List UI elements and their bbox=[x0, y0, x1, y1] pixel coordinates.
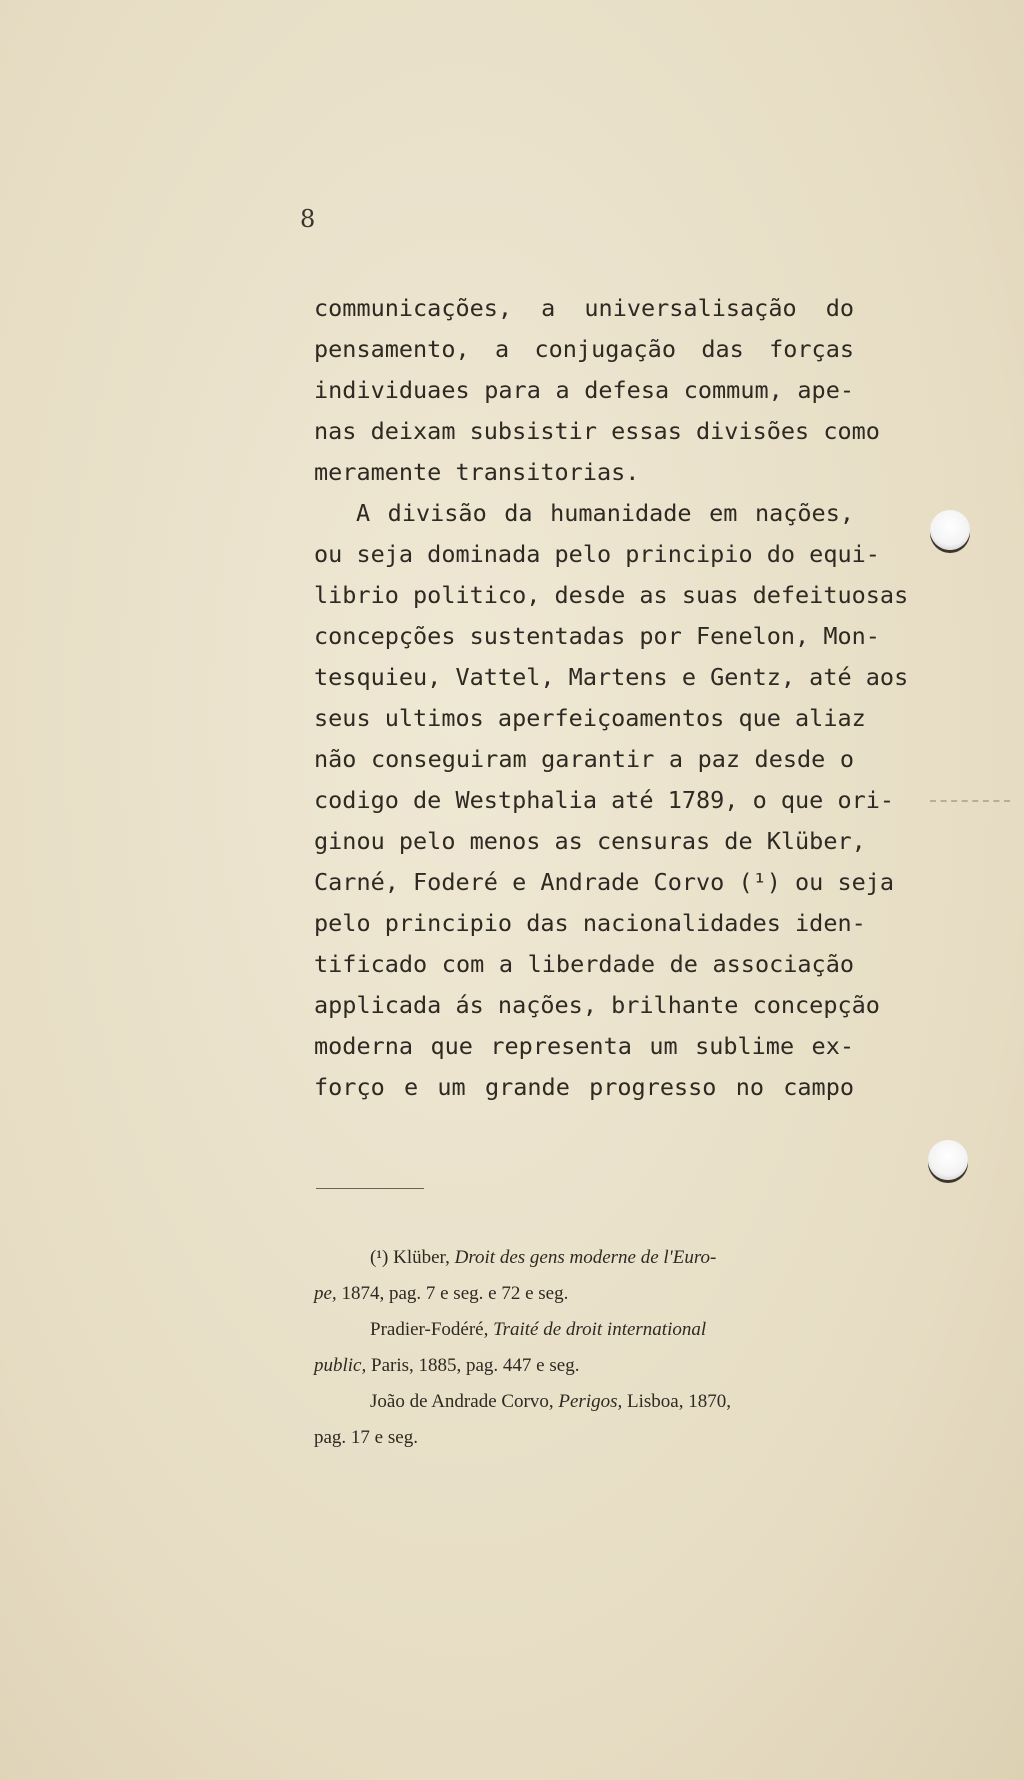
text-line: forço e um grande progresso no campo bbox=[314, 1073, 854, 1101]
footnote-2-continued bbox=[314, 1348, 854, 1384]
text-line: não conseguiram garantir a paz desde o bbox=[314, 745, 854, 773]
text-line: moderna que representa um sublime ex- bbox=[314, 1032, 854, 1060]
text-line: librio politico, desde as suas defeituosas bbox=[314, 581, 909, 609]
footnote-1-continued bbox=[314, 1276, 854, 1312]
text-line: pelo principio das nacionalidades iden- bbox=[314, 909, 866, 937]
footnote-title: Droit des gens moderne de l'Euro- bbox=[454, 1247, 717, 1268]
footnote-2 bbox=[314, 1312, 854, 1348]
text-line: applicada ás nações, brilhante concepção bbox=[314, 991, 880, 1019]
footnote-reference: Lisboa, 1870, bbox=[622, 1391, 731, 1412]
page-number: 8 bbox=[300, 205, 316, 233]
footnote-marker: (¹) bbox=[370, 1247, 394, 1268]
footnote-author: João de Andrade Corvo, bbox=[370, 1391, 559, 1412]
footnote-3-continued: pag. 17 e seg. bbox=[314, 1427, 418, 1448]
text-line: nas deixam subsistir essas divisões como bbox=[314, 417, 880, 445]
footnote-reference: 1874, pag. 7 e seg. e 72 e seg. bbox=[336, 1283, 569, 1304]
footnote-title: Perigos, bbox=[558, 1391, 623, 1412]
footnote-divider bbox=[316, 1188, 424, 1189]
text-line: communicações, a universalisação do bbox=[314, 294, 854, 322]
text-line: ou seja dominada pelo principio do equi- bbox=[314, 540, 880, 568]
text-line: A divisão da humanidade em nações, bbox=[356, 499, 854, 527]
text-line: seus ultimos aperfeiçoamentos que aliaz bbox=[314, 704, 866, 732]
footnote-author: Klüber, bbox=[393, 1247, 455, 1268]
text-line: Carné, Foderé e Andrade Corvo (¹) ou seja bbox=[314, 868, 895, 896]
footnote-reference: Paris, 1885, pag. 447 e seg. bbox=[366, 1355, 580, 1376]
text-line: individuaes para a defesa commum, ape- bbox=[314, 376, 854, 404]
footnote-title: Traité de droit international bbox=[493, 1319, 707, 1340]
footnote-3 bbox=[314, 1384, 854, 1420]
footnotes bbox=[314, 1240, 854, 1456]
text-line: tesquieu, Vattel, Martens e Gentz, até aos bbox=[314, 663, 909, 691]
punch-hole bbox=[930, 510, 970, 550]
footnote-1 bbox=[314, 1240, 854, 1276]
punch-hole bbox=[928, 1140, 968, 1180]
text-line: pensamento, a conjugação das forças bbox=[314, 335, 854, 363]
footnote-title: pe, bbox=[314, 1283, 337, 1304]
text-line: meramente transitorias. bbox=[314, 458, 640, 486]
body-text bbox=[314, 288, 909, 1108]
footnote-author: Pradier-Fodéré, bbox=[370, 1319, 494, 1340]
footnote-title: public, bbox=[314, 1355, 367, 1376]
text-line: tificado com a liberdade de associação bbox=[314, 950, 854, 978]
paper-mark bbox=[930, 800, 1010, 812]
text-line: ginou pelo menos as censuras de Klüber, bbox=[314, 827, 866, 855]
text-line: concepções sustentadas por Fenelon, Mon- bbox=[314, 622, 880, 650]
text-line: codigo de Westphalia até 1789, o que ori- bbox=[314, 786, 895, 814]
